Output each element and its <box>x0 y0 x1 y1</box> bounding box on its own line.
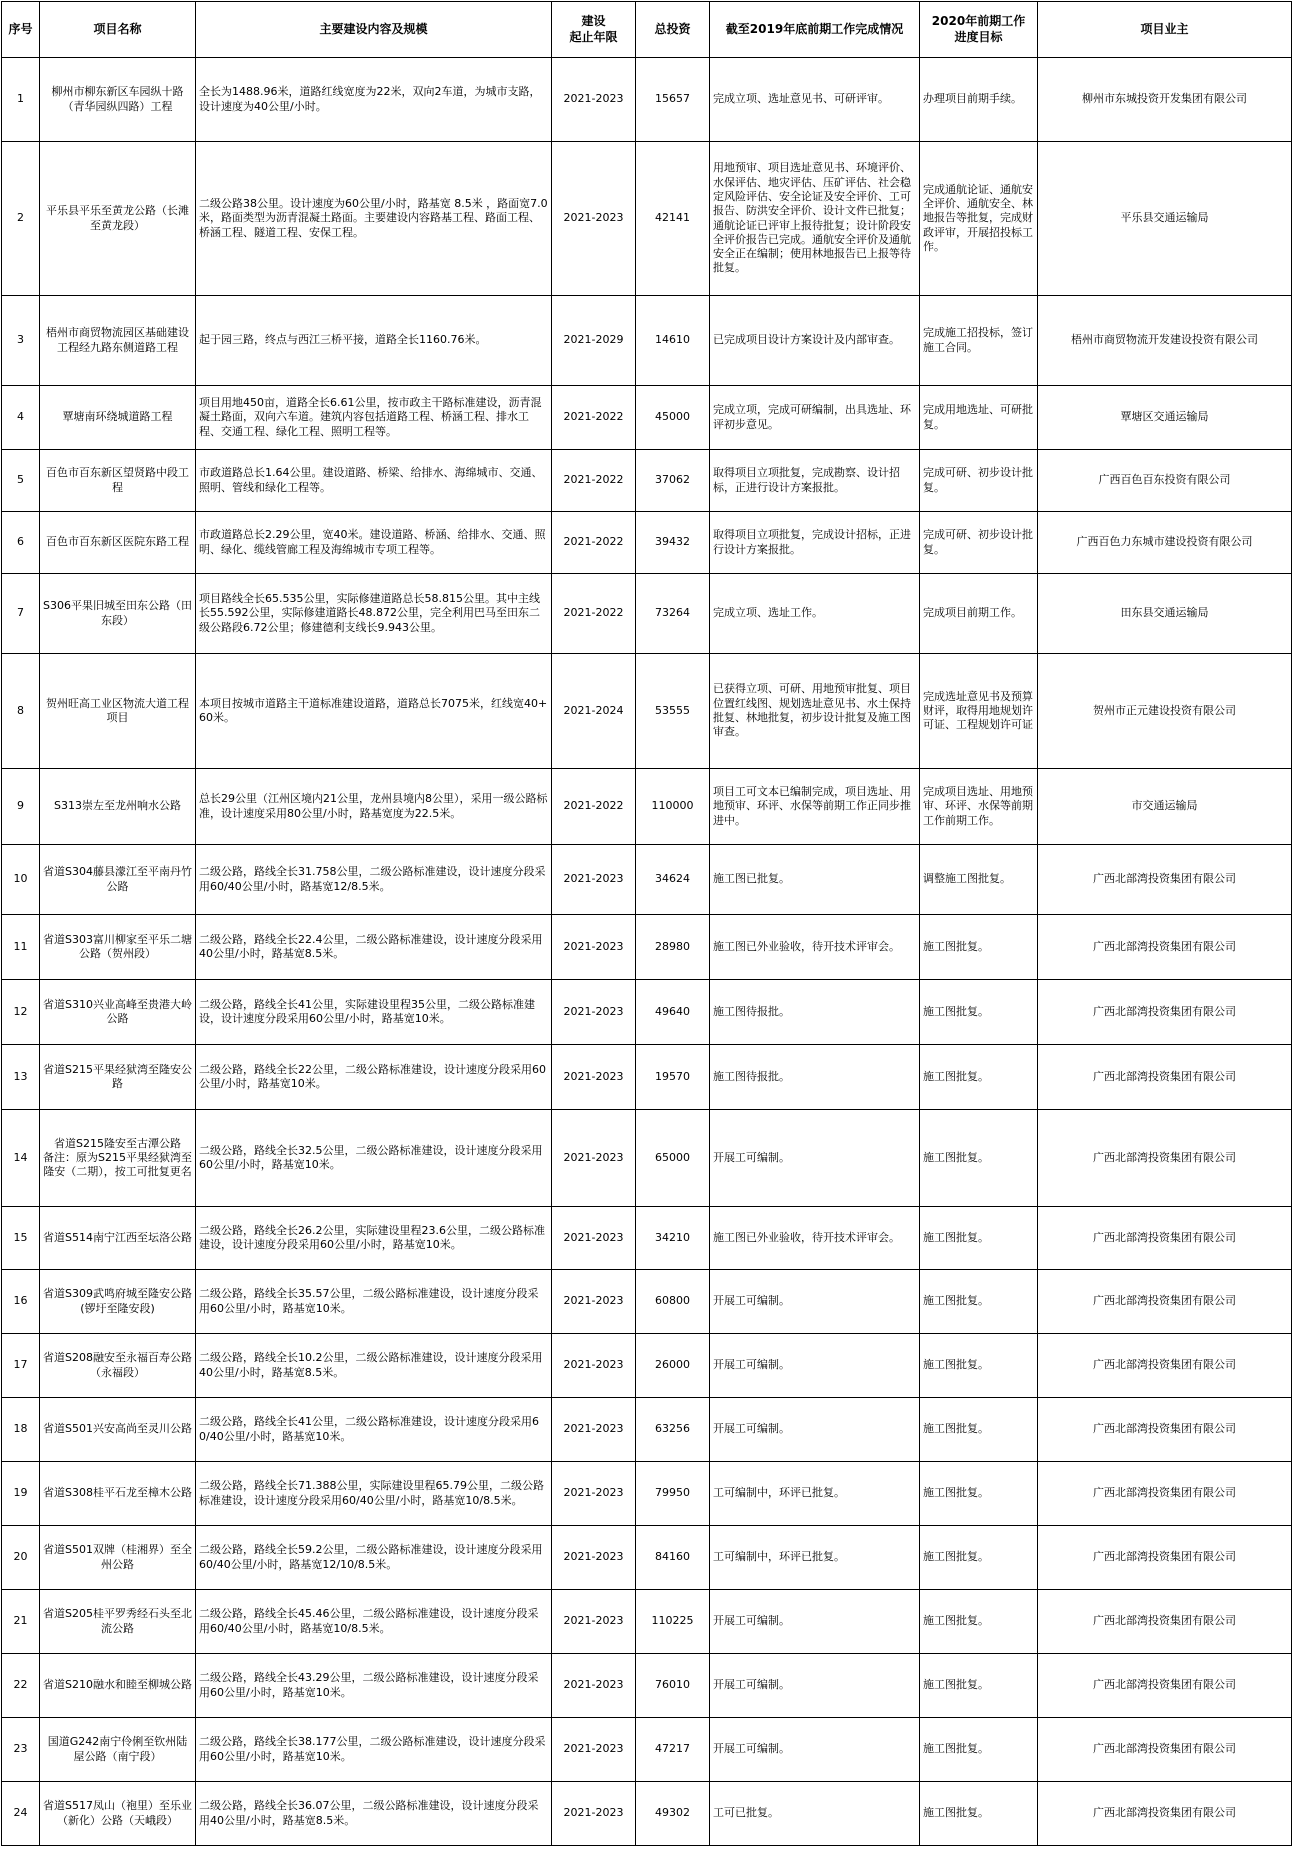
cell-content: 总长29公里（江州区境内21公里，龙州县境内8公里），采用一级公路标准，设计速度采用80公里/小时，路基宽度为22.5米。 <box>196 769 552 845</box>
cell-content: 本项目按城市道路主干道标准建设道路，道路总长7075米，红线宽40+60米。 <box>196 654 552 769</box>
table-row <box>2 1334 1292 1398</box>
cell-total-investment: 37062 <box>636 450 710 512</box>
cell-project-name: 省道S308桂平石龙至樟木公路 <box>40 1462 196 1526</box>
table-row <box>2 1398 1292 1462</box>
cell-project-name: 省道S309武鸣府城至隆安公路(锣圩至隆安段) <box>40 1270 196 1334</box>
cell-target-2020: 施工图批复。 <box>920 1718 1038 1782</box>
cell-status-2019: 施工图已外业验收，待开技术评审会。 <box>710 1207 920 1270</box>
cell-total-investment: 26000 <box>636 1334 710 1398</box>
cell-no: 20 <box>2 1526 40 1590</box>
cell-content: 二级公路，路线全长31.758公里，二级公路标准建设，设计速度分段采用60/40公里/小时，路基宽12/8.5米。 <box>196 845 552 915</box>
table-body <box>2 58 1292 1846</box>
cell-total-investment: 34210 <box>636 1207 710 1270</box>
cell-no: 2 <box>2 142 40 296</box>
table-row <box>2 980 1292 1045</box>
cell-total-investment: 45000 <box>636 386 710 450</box>
cell-status-2019: 工可编制中，环评已批复。 <box>710 1462 920 1526</box>
cell-owner: 广西北部湾投资集团有限公司 <box>1038 1526 1292 1590</box>
header-name: 项目名称 <box>40 2 196 58</box>
cell-content: 二级公路38公里。设计速度为60公里/小时，路基宽 8.5米 ，路面宽7.0米，路面类型为沥青混凝土路面。主要建设内容路基工程、路面工程、桥涵工程、隧道工程、安保工程。 <box>196 142 552 296</box>
cell-total-investment: 63256 <box>636 1398 710 1462</box>
cell-status-2019: 项目工可文本已编制完成，项目选址、用地预审、环评、水保等前期工作正同步推进中。 <box>710 769 920 845</box>
cell-total-investment: 53555 <box>636 654 710 769</box>
table-row <box>2 1654 1292 1718</box>
cell-target-2020: 调整施工图批复。 <box>920 845 1038 915</box>
cell-total-investment: 14610 <box>636 296 710 386</box>
cell-no: 7 <box>2 574 40 654</box>
cell-years: 2021-2023 <box>552 1270 636 1334</box>
cell-project-name: 省道S210融水和睦至柳城公路 <box>40 1654 196 1718</box>
cell-project-name: 省道S303富川柳家至平乐二塘公路（贺州段） <box>40 915 196 980</box>
cell-target-2020: 完成项目前期工作。 <box>920 574 1038 654</box>
cell-status-2019: 开展工可编制。 <box>710 1334 920 1398</box>
cell-total-investment: 110000 <box>636 769 710 845</box>
cell-project-name: 省道S215平果经狱湾至隆安公路 <box>40 1045 196 1110</box>
cell-target-2020: 完成可研、初步设计批复。 <box>920 512 1038 574</box>
cell-target-2020: 完成项目选址、用地预审、环评、水保等前期工作前期工作。 <box>920 769 1038 845</box>
table-row <box>2 1270 1292 1334</box>
cell-owner: 广西北部湾投资集团有限公司 <box>1038 1207 1292 1270</box>
cell-years: 2021-2023 <box>552 1718 636 1782</box>
cell-status-2019: 已完成项目设计方案设计及内部审查。 <box>710 296 920 386</box>
cell-no: 21 <box>2 1590 40 1654</box>
table-row <box>2 1718 1292 1782</box>
header-status: 截至2019年底前期工作完成情况 <box>710 2 920 58</box>
cell-years: 2021-2023 <box>552 845 636 915</box>
cell-project-name: 贺州旺高工业区物流大道工程项目 <box>40 654 196 769</box>
cell-content: 项目路线全长65.535公里，实际修建道路总长58.815公里。其中主线长55.592公里，实际修建道路长48.872公里，完全利用巴马至田东二级公路段6.72公里；修建德利支线长9.943公里。 <box>196 574 552 654</box>
cell-project-name: 省道S310兴业高峰至贵港大岭公路 <box>40 980 196 1045</box>
cell-owner: 覃塘区交通运输局 <box>1038 386 1292 450</box>
cell-years: 2021-2023 <box>552 1462 636 1526</box>
table-row <box>2 1045 1292 1110</box>
cell-project-name: 百色市百东新区望贤路中段工程 <box>40 450 196 512</box>
cell-content: 二级公路，路线全长26.2公里，实际建设里程23.6公里，二级公路标准建设，设计速度分段采用60公里/小时，路基宽10米。 <box>196 1207 552 1270</box>
cell-project-name: 柳州市柳东新区车园纵十路（青华园纵四路）工程 <box>40 58 196 142</box>
cell-total-investment: 42141 <box>636 142 710 296</box>
cell-project-name: S306平果旧城至田东公路（田东段） <box>40 574 196 654</box>
cell-total-investment: 110225 <box>636 1590 710 1654</box>
cell-no: 6 <box>2 512 40 574</box>
cell-content: 二级公路，路线全长43.29公里，二级公路标准建设，设计速度分段采用60公里/小时，路基宽10米。 <box>196 1654 552 1718</box>
cell-years: 2021-2022 <box>552 512 636 574</box>
table-row <box>2 512 1292 574</box>
cell-target-2020: 施工图批复。 <box>920 1110 1038 1207</box>
table-row <box>2 1462 1292 1526</box>
cell-total-investment: 28980 <box>636 915 710 980</box>
cell-status-2019: 工可编制中，环评已批复。 <box>710 1526 920 1590</box>
cell-no: 23 <box>2 1718 40 1782</box>
table-row <box>2 58 1292 142</box>
cell-no: 11 <box>2 915 40 980</box>
cell-content: 二级公路，路线全长59.2公里，二级公路标准建设，设计速度分段采用60/40公里/小时，路基宽12/10/8.5米。 <box>196 1526 552 1590</box>
cell-years: 2021-2023 <box>552 142 636 296</box>
cell-project-name: 覃塘南环绕城道路工程 <box>40 386 196 450</box>
table-row <box>2 845 1292 915</box>
cell-owner: 柳州市东城投资开发集团有限公司 <box>1038 58 1292 142</box>
table-row <box>2 142 1292 296</box>
cell-years: 2021-2029 <box>552 296 636 386</box>
cell-years: 2021-2022 <box>552 450 636 512</box>
cell-owner: 广西北部湾投资集团有限公司 <box>1038 1782 1292 1846</box>
cell-years: 2021-2023 <box>552 1207 636 1270</box>
cell-content: 二级公路，路线全长22公里，二级公路标准建设，设计速度分段采用60公里/小时，路基宽10米。 <box>196 1045 552 1110</box>
cell-no: 1 <box>2 58 40 142</box>
header-row <box>2 2 1292 58</box>
cell-total-investment: 49640 <box>636 980 710 1045</box>
cell-no: 8 <box>2 654 40 769</box>
cell-years: 2021-2023 <box>552 1398 636 1462</box>
cell-project-name: 梧州市商贸物流园区基础建设工程经九路东侧道路工程 <box>40 296 196 386</box>
cell-no: 16 <box>2 1270 40 1334</box>
project-table <box>1 1 1292 1846</box>
table-row <box>2 1526 1292 1590</box>
cell-owner: 广西北部湾投资集团有限公司 <box>1038 845 1292 915</box>
cell-owner: 广西北部湾投资集团有限公司 <box>1038 1590 1292 1654</box>
cell-project-name: 省道S215隆安至古潭公路 备注：原为S215平果经狱湾至隆安（二期），按工可批复更名 <box>40 1110 196 1207</box>
cell-target-2020: 完成用地选址、可研批复。 <box>920 386 1038 450</box>
header-target: 2020年前期工作 进度目标 <box>920 2 1038 58</box>
cell-status-2019: 用地预审、项目选址意见书、环境评价、水保评估、地灾评估、压矿评估、社会稳定风险评估、安全论证及安全评价、工可报告、防洪安全评价、设计文件已批复；通航论证已评审上报待批复；设计阶段安全评价报告已完成。通航安全评价及通航安全正在编制；使用林地报告已上报等待批复。 <box>710 142 920 296</box>
cell-content: 起于园三路，终点与西江三桥平接，道路全长1160.76米。 <box>196 296 552 386</box>
cell-status-2019: 开展工可编制。 <box>710 1654 920 1718</box>
cell-total-investment: 19570 <box>636 1045 710 1110</box>
cell-years: 2021-2022 <box>552 386 636 450</box>
cell-no: 15 <box>2 1207 40 1270</box>
cell-status-2019: 施工图已批复。 <box>710 845 920 915</box>
cell-project-name: 省道S501兴安高尚至灵川公路 <box>40 1398 196 1462</box>
table-row <box>2 574 1292 654</box>
cell-years: 2021-2023 <box>552 915 636 980</box>
cell-owner: 广西北部湾投资集团有限公司 <box>1038 1110 1292 1207</box>
cell-target-2020: 完成施工招投标，签订施工合同。 <box>920 296 1038 386</box>
cell-target-2020: 施工图批复。 <box>920 980 1038 1045</box>
cell-content: 二级公路，路线全长35.57公里，二级公路标准建设，设计速度分段采用60公里/小时，路基宽10米。 <box>196 1270 552 1334</box>
cell-years: 2021-2023 <box>552 1782 636 1846</box>
cell-content: 二级公路，路线全长41公里，二级公路标准建设，设计速度分段采用60/40公里/小时，路基宽10米。 <box>196 1398 552 1462</box>
cell-status-2019: 开展工可编制。 <box>710 1718 920 1782</box>
cell-owner: 广西北部湾投资集团有限公司 <box>1038 1398 1292 1462</box>
cell-status-2019: 开展工可编制。 <box>710 1398 920 1462</box>
cell-years: 2021-2023 <box>552 980 636 1045</box>
cell-years: 2021-2023 <box>552 1526 636 1590</box>
cell-total-investment: 76010 <box>636 1654 710 1718</box>
table-row <box>2 1782 1292 1846</box>
cell-content: 市政道路总长1.64公里。建设道路、桥梁、给排水、海绵城市、交通、照明、管线和绿化工程等。 <box>196 450 552 512</box>
cell-owner: 广西北部湾投资集团有限公司 <box>1038 980 1292 1045</box>
cell-content: 二级公路，路线全长36.07公里，二级公路标准建设，设计速度分段采用40公里/小时，路基宽8.5米。 <box>196 1782 552 1846</box>
cell-target-2020: 施工图批复。 <box>920 1782 1038 1846</box>
cell-no: 17 <box>2 1334 40 1398</box>
table-row <box>2 296 1292 386</box>
cell-owner: 梧州市商贸物流开发建设投资有限公司 <box>1038 296 1292 386</box>
cell-status-2019: 取得项目立项批复，完成勘察、设计招标，正进行设计方案报批。 <box>710 450 920 512</box>
table-row <box>2 769 1292 845</box>
cell-target-2020: 施工图批复。 <box>920 1207 1038 1270</box>
header-invest: 总投资 <box>636 2 710 58</box>
cell-target-2020: 施工图批复。 <box>920 1270 1038 1334</box>
cell-years: 2021-2022 <box>552 769 636 845</box>
cell-no: 5 <box>2 450 40 512</box>
table-row <box>2 386 1292 450</box>
cell-total-investment: 60800 <box>636 1270 710 1334</box>
cell-years: 2021-2023 <box>552 1590 636 1654</box>
cell-project-name: S313崇左至龙州响水公路 <box>40 769 196 845</box>
table-row <box>2 1110 1292 1207</box>
cell-project-name: 百色市百东新区医院东路工程 <box>40 512 196 574</box>
table-row <box>2 1590 1292 1654</box>
cell-owner: 贺州市正元建设投资有限公司 <box>1038 654 1292 769</box>
cell-total-investment: 84160 <box>636 1526 710 1590</box>
header-owner: 项目业主 <box>1038 2 1292 58</box>
cell-total-investment: 39432 <box>636 512 710 574</box>
cell-target-2020: 施工图批复。 <box>920 1462 1038 1526</box>
cell-no: 14 <box>2 1110 40 1207</box>
cell-no: 18 <box>2 1398 40 1462</box>
cell-total-investment: 34624 <box>636 845 710 915</box>
cell-target-2020: 施工图批复。 <box>920 1526 1038 1590</box>
cell-status-2019: 开展工可编制。 <box>710 1110 920 1207</box>
header-content: 主要建设内容及规模 <box>196 2 552 58</box>
cell-project-name: 省道S501双牌（桂湘界）至全州公路 <box>40 1526 196 1590</box>
cell-no: 10 <box>2 845 40 915</box>
cell-target-2020: 办理项目前期手续。 <box>920 58 1038 142</box>
cell-target-2020: 完成选址意见书及预算财评，取得用地规划许可证、工程规划许可证 <box>920 654 1038 769</box>
cell-no: 4 <box>2 386 40 450</box>
cell-content: 二级公路，路线全长71.388公里，实际建设里程65.79公里，二级公路标准建设，设计速度分段采用60/40公里/小时，路基宽10/8.5米。 <box>196 1462 552 1526</box>
cell-content: 全长为1488.96米，道路红线宽度为22米，双向2车道，为城市支路，设计速度为40公里/小时。 <box>196 58 552 142</box>
cell-total-investment: 15657 <box>636 58 710 142</box>
cell-no: 22 <box>2 1654 40 1718</box>
cell-no: 3 <box>2 296 40 386</box>
cell-years: 2021-2022 <box>552 574 636 654</box>
cell-content: 二级公路，路线全长38.177公里，二级公路标准建设，设计速度分段采用60公里/小时，路基宽10米。 <box>196 1718 552 1782</box>
header-no: 序号 <box>2 2 40 58</box>
cell-no: 12 <box>2 980 40 1045</box>
cell-status-2019: 工可已批复。 <box>710 1782 920 1846</box>
cell-content: 二级公路，路线全长22.4公里，二级公路标准建设，设计速度分段采用40公里/小时，路基宽8.5米。 <box>196 915 552 980</box>
cell-no: 19 <box>2 1462 40 1526</box>
cell-total-investment: 49302 <box>636 1782 710 1846</box>
cell-total-investment: 65000 <box>636 1110 710 1207</box>
cell-status-2019: 完成立项、选址工作。 <box>710 574 920 654</box>
cell-status-2019: 施工图已外业验收，待开技术评审会。 <box>710 915 920 980</box>
cell-status-2019: 开展工可编制。 <box>710 1270 920 1334</box>
cell-no: 13 <box>2 1045 40 1110</box>
table-row <box>2 654 1292 769</box>
cell-owner: 广西百色百东投资有限公司 <box>1038 450 1292 512</box>
cell-project-name: 平乐县平乐至黄龙公路（长滩至黄龙段） <box>40 142 196 296</box>
cell-content: 市政道路总长2.29公里，宽40米。建设道路、桥涵、给排水、交通、照明、绿化、缆线管廊工程及海绵城市专项工程等。 <box>196 512 552 574</box>
cell-owner: 广西北部湾投资集团有限公司 <box>1038 1270 1292 1334</box>
cell-project-name: 省道S208融安至永福百寿公路（永福段） <box>40 1334 196 1398</box>
cell-project-name: 省道S304藤县濛江至平南丹竹公路 <box>40 845 196 915</box>
cell-project-name: 省道S517凤山（袍里）至乐业（新化）公路（天峨段） <box>40 1782 196 1846</box>
cell-total-investment: 73264 <box>636 574 710 654</box>
cell-content: 二级公路，路线全长10.2公里，二级公路标准建设，设计速度分段采用40公里/小时，路基宽8.5米。 <box>196 1334 552 1398</box>
cell-no: 9 <box>2 769 40 845</box>
cell-years: 2021-2023 <box>552 1110 636 1207</box>
cell-content: 二级公路，路线全长45.46公里，二级公路标准建设，设计速度分段采用60/40公里/小时，路基宽10/8.5米。 <box>196 1590 552 1654</box>
cell-content: 项目用地450亩，道路全长6.61公里，按市政主干路标准建设，沥青混凝土路面，双向六车道。建筑内容包括道路工程、桥涵工程、排水工程、交通工程、绿化工程、照明工程等。 <box>196 386 552 450</box>
cell-owner: 平乐县交通运输局 <box>1038 142 1292 296</box>
cell-content: 二级公路，路线全长32.5公里，二级公路标准建设，设计速度分段采用60公里/小时，路基宽10米。 <box>196 1110 552 1207</box>
cell-owner: 广西北部湾投资集团有限公司 <box>1038 915 1292 980</box>
cell-project-name: 国道G242南宁伶俐至钦州陆屋公路（南宁段） <box>40 1718 196 1782</box>
cell-no: 24 <box>2 1782 40 1846</box>
cell-status-2019: 完成立项、选址意见书、可研评审。 <box>710 58 920 142</box>
cell-project-name: 省道S205桂平罗秀经石头至北流公路 <box>40 1590 196 1654</box>
cell-target-2020: 完成可研、初步设计批复。 <box>920 450 1038 512</box>
cell-target-2020: 施工图批复。 <box>920 1654 1038 1718</box>
cell-years: 2021-2024 <box>552 654 636 769</box>
cell-status-2019: 取得项目立项批复，完成设计招标，正进行设计方案报批。 <box>710 512 920 574</box>
cell-status-2019: 开展工可编制。 <box>710 1590 920 1654</box>
header-years: 建设 起止年限 <box>552 2 636 58</box>
cell-target-2020: 施工图批复。 <box>920 1045 1038 1110</box>
cell-status-2019: 完成立项，完成可研编制，出具选址、环评初步意见。 <box>710 386 920 450</box>
cell-status-2019: 施工图待报批。 <box>710 1045 920 1110</box>
cell-status-2019: 施工图待报批。 <box>710 980 920 1045</box>
cell-years: 2021-2023 <box>552 58 636 142</box>
cell-target-2020: 施工图批复。 <box>920 1334 1038 1398</box>
cell-owner: 广西北部湾投资集团有限公司 <box>1038 1654 1292 1718</box>
cell-years: 2021-2023 <box>552 1334 636 1398</box>
cell-target-2020: 施工图批复。 <box>920 915 1038 980</box>
cell-owner: 广西百色力东城市建设投资有限公司 <box>1038 512 1292 574</box>
cell-project-name: 省道S514南宁江西至坛洛公路 <box>40 1207 196 1270</box>
cell-owner: 田东县交通运输局 <box>1038 574 1292 654</box>
table-row <box>2 1207 1292 1270</box>
table-row <box>2 915 1292 980</box>
cell-target-2020: 施工图批复。 <box>920 1398 1038 1462</box>
cell-years: 2021-2023 <box>552 1654 636 1718</box>
cell-owner: 广西北部湾投资集团有限公司 <box>1038 1045 1292 1110</box>
cell-owner: 广西北部湾投资集团有限公司 <box>1038 1462 1292 1526</box>
cell-target-2020: 完成通航论证、通航安全评价、通航安全、林地报告等批复，完成财政评审，开展招投标工作。 <box>920 142 1038 296</box>
cell-total-investment: 79950 <box>636 1462 710 1526</box>
cell-status-2019: 已获得立项、可研、用地预审批复、项目位置红线图、规划选址意见书、水土保持批复、林地批复，初步设计批复及施工图审查。 <box>710 654 920 769</box>
cell-years: 2021-2023 <box>552 1045 636 1110</box>
cell-content: 二级公路，路线全长41公里，实际建设里程35公里，二级公路标准建设，设计速度分段采用60公里/小时，路基宽10米。 <box>196 980 552 1045</box>
cell-total-investment: 47217 <box>636 1718 710 1782</box>
cell-target-2020: 施工图批复。 <box>920 1590 1038 1654</box>
table-row <box>2 450 1292 512</box>
cell-owner: 广西北部湾投资集团有限公司 <box>1038 1334 1292 1398</box>
cell-owner: 市交通运输局 <box>1038 769 1292 845</box>
cell-owner: 广西北部湾投资集团有限公司 <box>1038 1718 1292 1782</box>
